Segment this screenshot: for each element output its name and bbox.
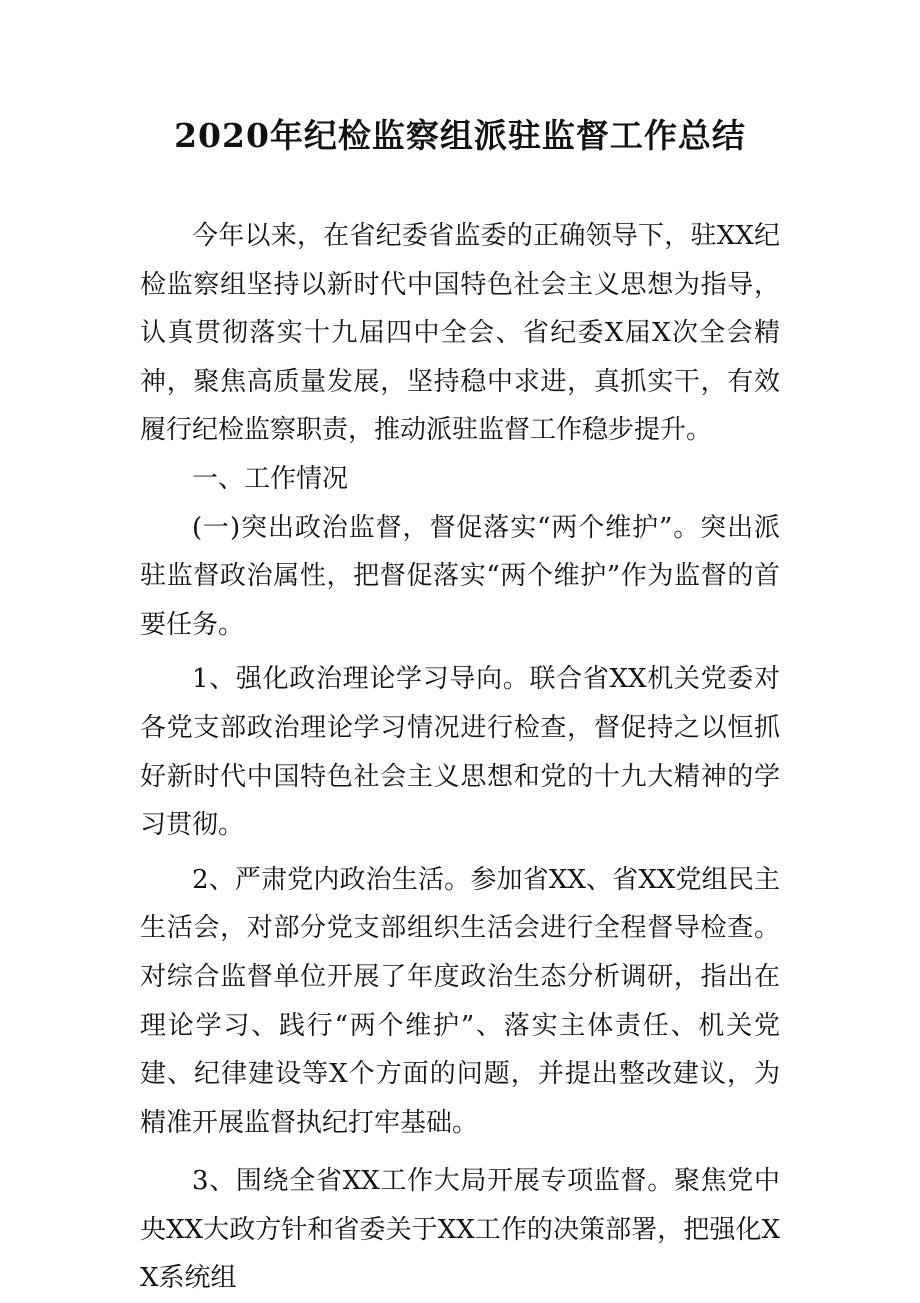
item-paragraph-1: 1、强化政治理论学习导向。联合省XX机关党委对各党支部政治理论学习情况进行检查，督促持之以恒抓好新时代中国特色社会主义思想和党的十九大精神的学习贯彻。 — [140, 664, 780, 841]
document-body — [140, 212, 780, 1303]
item-paragraph-2: 2、严肃党内政治生活。参加省XX、省XX党组民主生活会，对部分党支部组织生活会进行全程督导检查。对综合监督单位开展了年度政治生态分析调研，指出在理论学习、践行“两个维护”、落实主体责任、机关党建、纪律建设等X个方面的问题，并提出整改建议，为精准开展监督执纪打牢基础。 — [140, 864, 780, 1138]
document-title: 2020年纪检监察组派驻监督工作总结 — [174, 116, 746, 155]
intro-paragraph: 今年以来，在省纪委省监委的正确领导下，驻XX纪检监察组坚持以新时代中国特色社会主义思想为指导，认真贯彻落实十九届四中全会、省纪委X届X次全会精神，聚焦高质量发展，坚持稳中求进，真抓实干，有效履行纪检监察职责，推动派驻监督工作稳步提升。 — [140, 221, 780, 446]
section-heading: 一、工作情况 — [192, 463, 349, 494]
subsection-paragraph: (一)突出政治监督，督促落实“两个维护”。突出派驻监督政治属性，把督促落实“两个维护”作为监督的首要任务。 — [140, 512, 780, 640]
item-paragraph-3: 3、围绕全省XX工作大局开展专项监督。聚焦党中央XX大政方针和省委关于XX工作的决策部署，把强化XX系统组 — [140, 1166, 780, 1294]
